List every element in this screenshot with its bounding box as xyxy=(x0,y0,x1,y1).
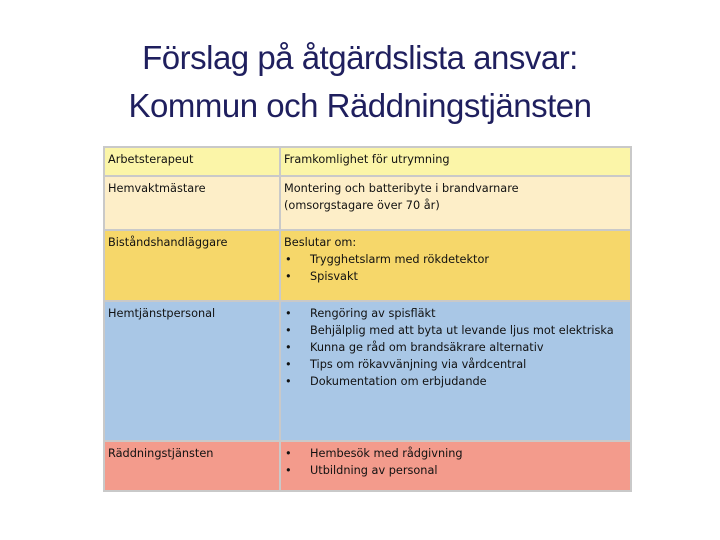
list-item: • Kunna ge råd om brandsäkrare alternativ xyxy=(284,339,627,356)
slide-title xyxy=(0,34,720,130)
table-row xyxy=(104,176,631,230)
title-line-1: Förslag på åtgärdslista ansvar: xyxy=(142,39,578,76)
role-cell: Arbetsterapeut xyxy=(104,147,280,176)
task-cell xyxy=(280,441,631,491)
role-cell: Hemtjänstpersonal xyxy=(104,301,280,441)
list-item: • Tips om rökavvänjning via vårdcentral xyxy=(284,356,627,373)
role-cell: Räddningstjänsten xyxy=(104,441,280,491)
task-list xyxy=(284,305,627,390)
table-row xyxy=(104,441,631,491)
role-cell: Biståndshandläggare xyxy=(104,230,280,301)
list-item: • Spisvakt xyxy=(284,268,627,285)
table-row xyxy=(104,147,631,176)
role-cell: Hemvaktmästare xyxy=(104,176,280,230)
table-row xyxy=(104,230,631,301)
responsibility-table xyxy=(103,146,632,492)
list-item: • Utbildning av personal xyxy=(284,462,627,479)
list-item: • Hembesök med rådgivning xyxy=(284,445,627,462)
title-line-2: Kommun och Räddningstjänsten xyxy=(128,87,592,124)
list-item: • Trygghetslarm med rökdetektor xyxy=(284,251,627,268)
task-cell xyxy=(280,230,631,301)
list-item: • Dokumentation om erbjudande xyxy=(284,373,627,390)
list-item: • Behjälplig med att byta ut levande ljus mot elektriska xyxy=(284,322,627,339)
task-list xyxy=(284,251,627,285)
task-text: Montering och batteribyte i brandvarnare xyxy=(284,182,519,195)
task-cell xyxy=(280,147,631,176)
task-cell xyxy=(280,301,631,441)
task-text: Framkomlighet för utrymning xyxy=(284,153,450,166)
task-text: (omsorgstagare över 70 år) xyxy=(284,199,440,212)
table-row xyxy=(104,301,631,441)
list-item: • Rengöring av spisfläkt xyxy=(284,305,627,322)
task-intro: Beslutar om: xyxy=(284,236,357,249)
task-cell xyxy=(280,176,631,230)
task-list xyxy=(284,445,627,479)
